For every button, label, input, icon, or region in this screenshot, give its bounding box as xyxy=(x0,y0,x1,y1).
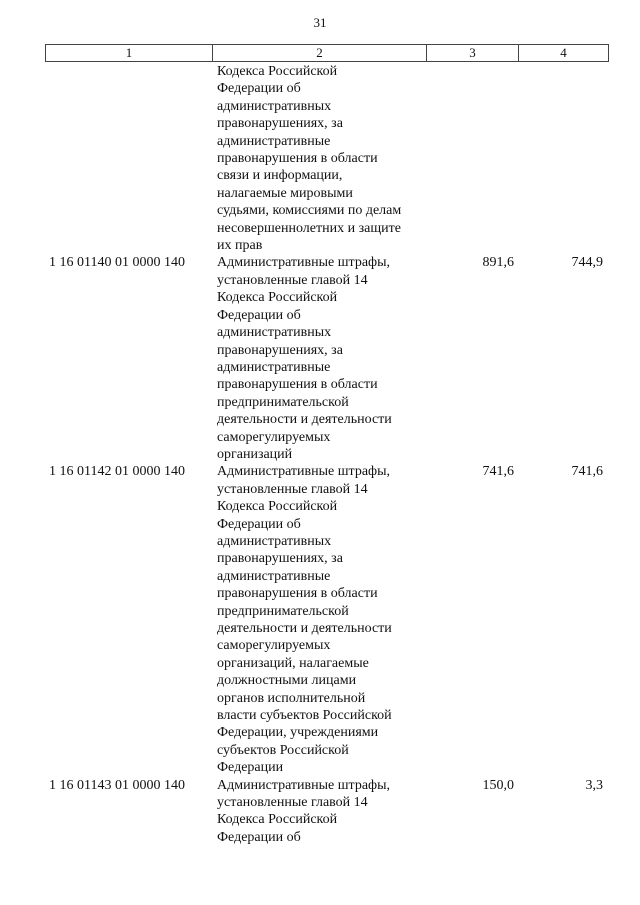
description-line: административных xyxy=(217,325,332,341)
description-line: Кодекса Российской xyxy=(217,812,338,828)
description-line: Федерации об xyxy=(217,829,301,845)
description-line: органов исполнительной xyxy=(217,690,366,706)
description-line: Административные штрафы, xyxy=(217,255,391,271)
table-row xyxy=(45,254,609,463)
description-line: Кодекса Российской xyxy=(217,290,338,306)
description-line: предпринимательской xyxy=(217,394,349,410)
description-cell xyxy=(212,777,426,847)
description-line: судьями, комиссиями по делам xyxy=(217,203,402,219)
description-line: установленные главой 14 xyxy=(217,795,368,811)
description-line: предпринимательской xyxy=(217,603,349,619)
description-line: установленные главой 14 xyxy=(217,272,368,288)
value-col-4-cell: 741,6 xyxy=(571,464,603,480)
description-line: организаций xyxy=(217,446,293,462)
description-line: налагаемые мировыми xyxy=(217,185,353,201)
description-line: правонарушения в области xyxy=(217,151,378,167)
description-cell xyxy=(212,63,426,254)
description-line: должностными лицами xyxy=(217,673,357,689)
description-line: административных xyxy=(217,98,332,114)
table-row xyxy=(45,63,609,254)
header-col-4: 4 xyxy=(560,45,567,60)
budget-code-cell: 1 16 01140 01 0000 140 xyxy=(49,255,185,271)
description-line: Федерации об xyxy=(217,307,301,323)
description-line: субъектов Российской xyxy=(217,742,349,758)
header-col-1: 1 xyxy=(46,45,213,61)
description-line: административные xyxy=(217,359,331,375)
description-line: Кодекса Российской xyxy=(217,499,338,515)
description-line: административные xyxy=(217,568,331,584)
value-col-4-cell: 744,9 xyxy=(571,255,603,271)
value-col-3-cell: 891,6 xyxy=(482,255,514,271)
description-line: Федерации об xyxy=(217,81,301,97)
description-line: саморегулируемых xyxy=(217,638,331,654)
table-body xyxy=(45,63,609,846)
description-line: правонарушениях, за xyxy=(217,551,343,567)
value-col-3-cell: 741,6 xyxy=(482,464,514,480)
description-line: деятельности и деятельности xyxy=(217,412,392,428)
description-line: административные xyxy=(217,133,331,149)
value-col-4-cell: 3,3 xyxy=(585,777,603,793)
table-header-row xyxy=(45,44,609,62)
description-line: правонарушения в области xyxy=(217,586,378,602)
page-number: 31 xyxy=(313,15,327,30)
description-line: несовершеннолетних и защите xyxy=(217,220,401,236)
description-line: Федерации xyxy=(217,760,284,776)
description-line: Административные штрафы, xyxy=(217,464,391,480)
description-line: саморегулируемых xyxy=(217,429,331,445)
description-line: власти субъектов Российской xyxy=(217,708,392,724)
budget-code-cell: 1 16 01143 01 0000 140 xyxy=(49,777,185,793)
description-line: их прав xyxy=(217,238,263,254)
table-row xyxy=(45,463,609,776)
table-row xyxy=(45,777,609,847)
budget-code-cell xyxy=(45,63,212,254)
description-line: Кодекса Российской xyxy=(217,64,338,79)
description-line: Федерации об xyxy=(217,516,301,532)
description-line: правонарушениях, за xyxy=(217,116,343,132)
description-line: Федерации, учреждениями xyxy=(217,725,379,741)
description-line: организаций, налагаемые xyxy=(217,655,369,671)
description-line: установленные главой 14 xyxy=(217,481,368,497)
description-line: правонарушения в области xyxy=(217,377,378,393)
budget-code-cell: 1 16 01142 01 0000 140 xyxy=(49,464,185,480)
description-line: связи и информации, xyxy=(217,168,343,184)
value-col-3-cell xyxy=(426,63,518,254)
description-cell xyxy=(212,463,426,776)
description-line: Административные штрафы, xyxy=(217,777,391,793)
description-line: деятельности и деятельности xyxy=(217,621,392,636)
header-col-3: 3 xyxy=(427,45,519,61)
value-col-3-cell: 150,0 xyxy=(482,777,514,793)
description-cell xyxy=(212,254,426,463)
description-line: правонарушениях, за xyxy=(217,342,343,358)
description-line: административных xyxy=(217,533,332,549)
value-col-4-cell xyxy=(518,63,607,254)
header-col-2: 2 xyxy=(213,45,427,61)
